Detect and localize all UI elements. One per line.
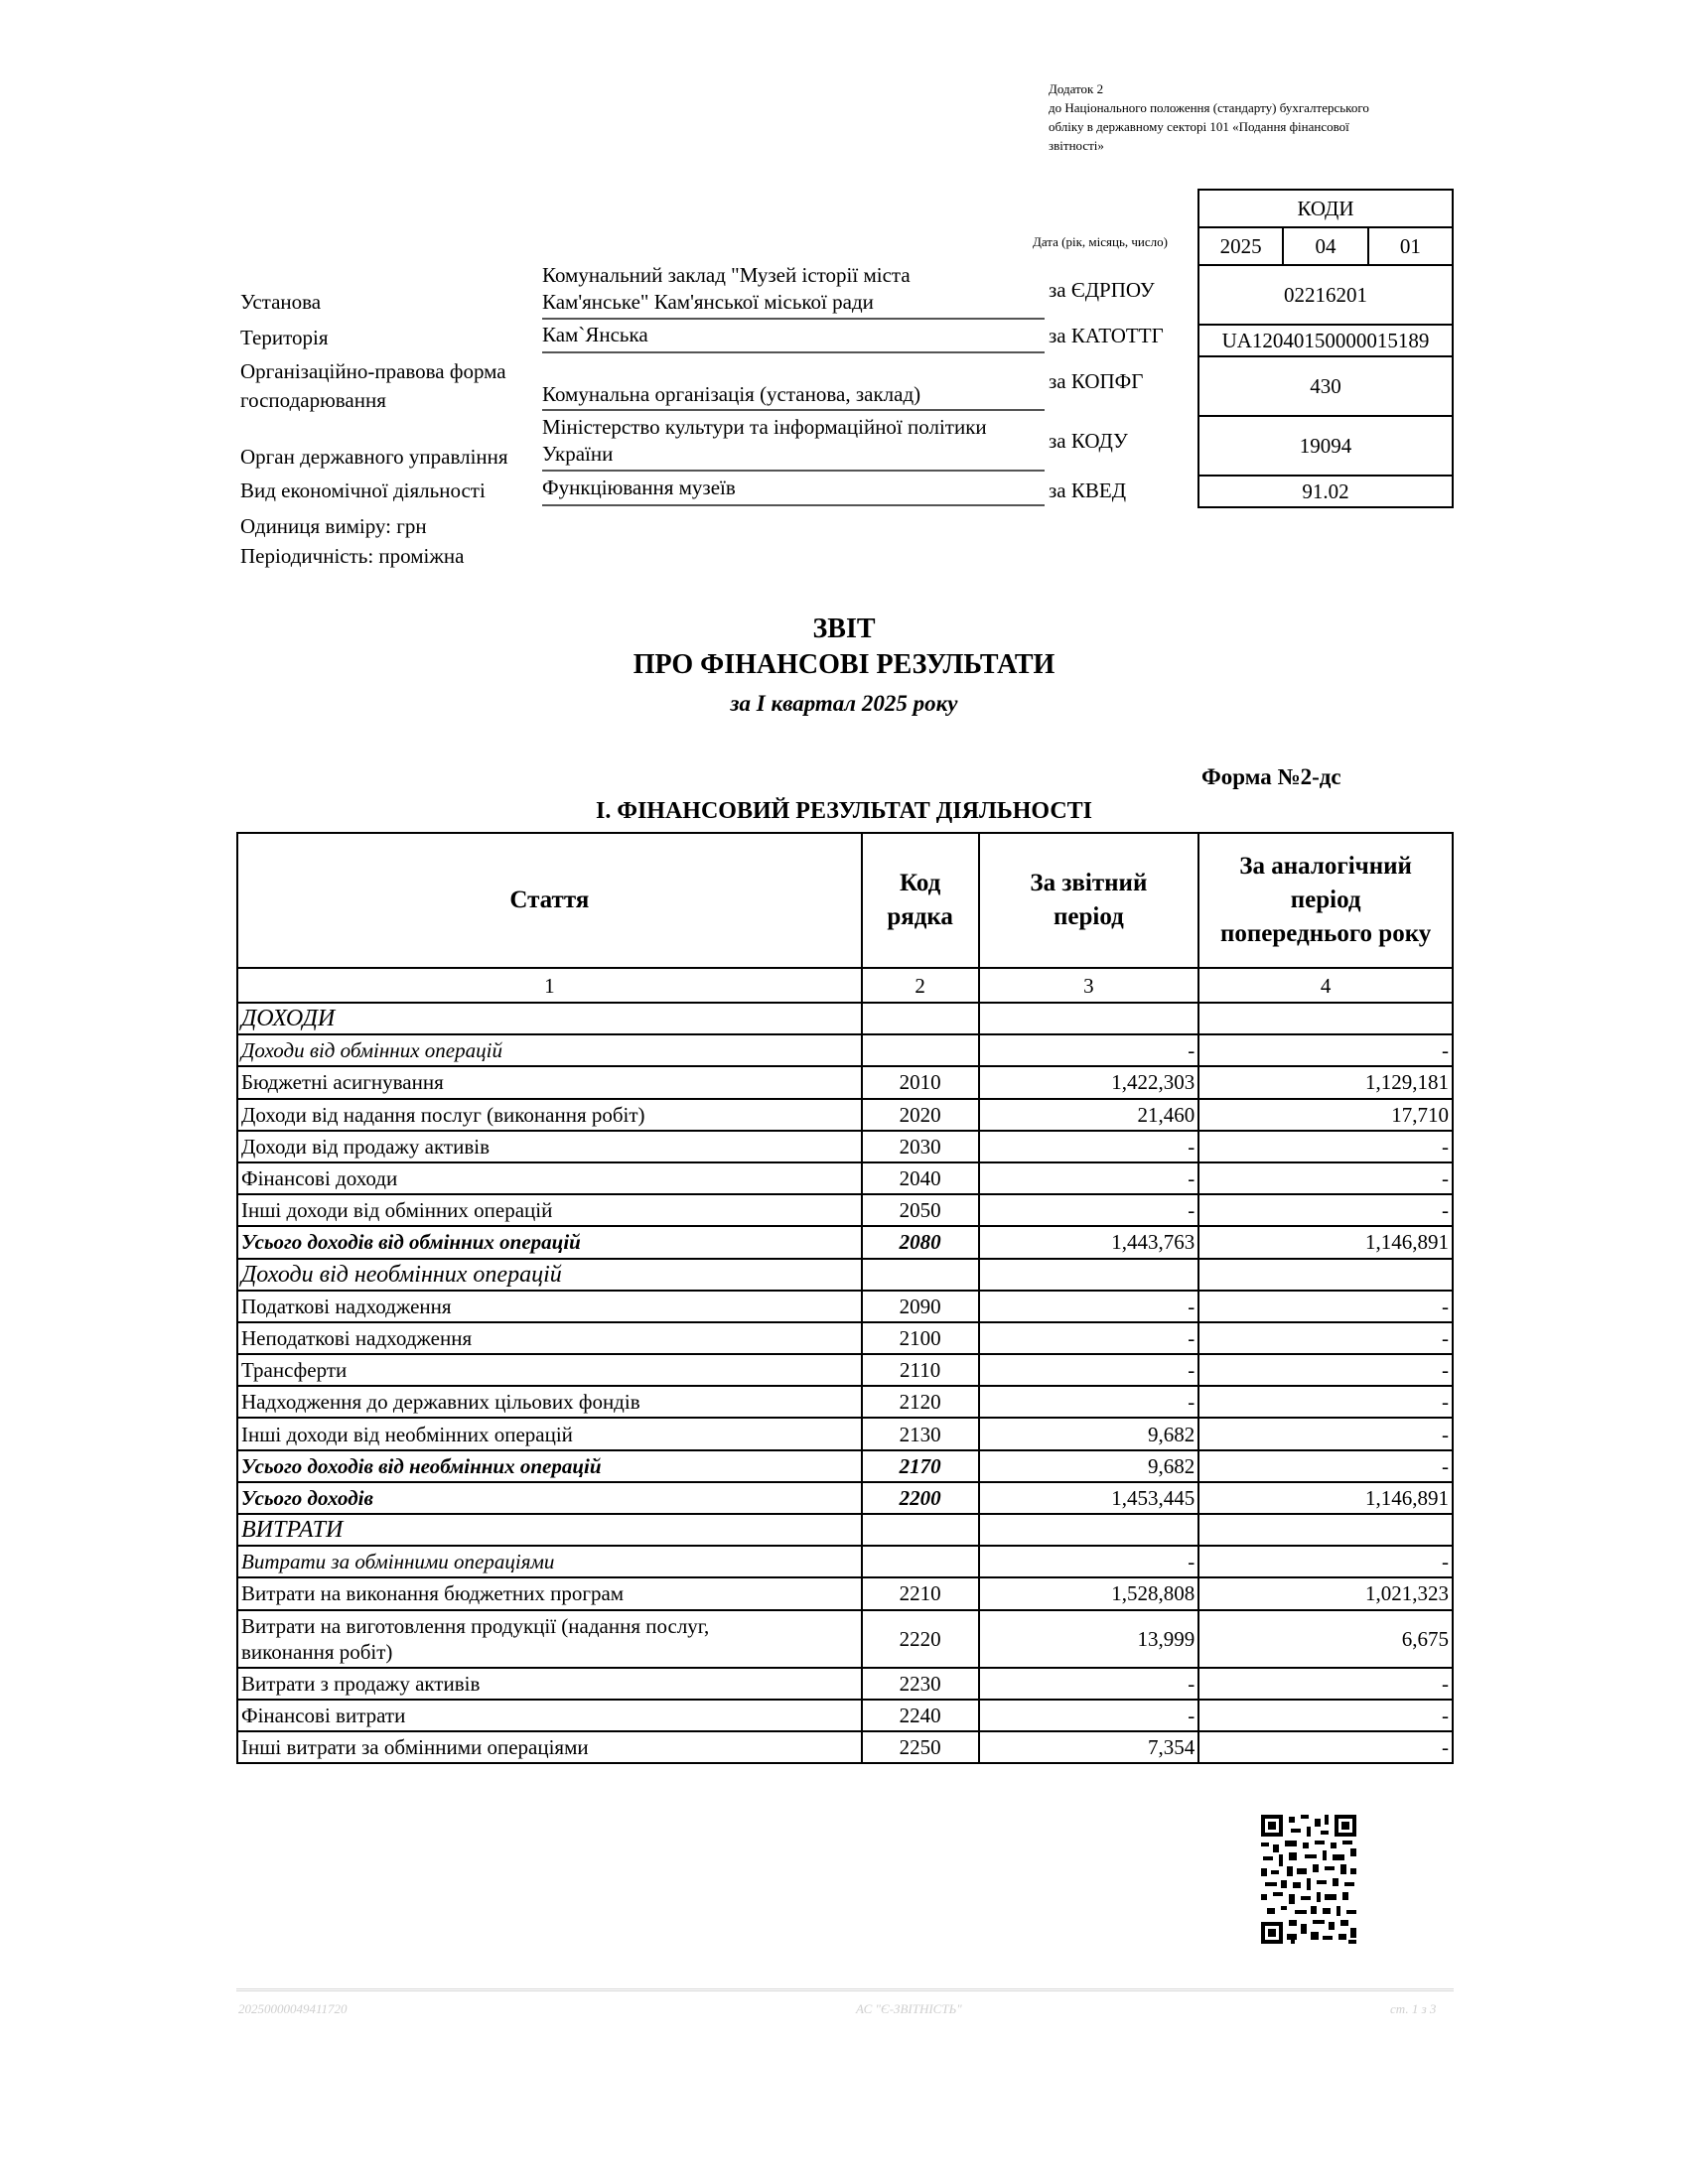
table-row — [237, 1099, 1453, 1131]
kodu-code: 19094 — [1198, 416, 1453, 476]
authority-value-line-2: України — [542, 442, 614, 466]
header-previous — [1198, 833, 1453, 968]
katottg-code: UA12040150000015189 — [1198, 325, 1453, 356]
table-header-row — [237, 833, 1453, 968]
row-current: 1,443,763 — [979, 1226, 1199, 1258]
header-previous-line-3: попереднього року — [1219, 920, 1432, 947]
kodu-label: за КОДУ — [1049, 429, 1128, 453]
header-code-line-1: Код — [899, 870, 941, 896]
authority-value-line-1: Міністерство культури та інформаційної політики — [542, 415, 987, 439]
row-current: - — [979, 1322, 1199, 1354]
colnum-3: 3 — [979, 968, 1199, 1003]
row-label — [237, 1610, 862, 1668]
row-label-line-2: виконання робіт) — [241, 1639, 393, 1664]
header-code — [862, 833, 979, 968]
table-row — [237, 1386, 1453, 1418]
row-current: - — [979, 1700, 1199, 1731]
table-row — [237, 1450, 1453, 1482]
row-code — [862, 1034, 979, 1066]
report-title: ЗВІТ — [812, 614, 876, 644]
row-previous: - — [1198, 1194, 1453, 1226]
appendix-note — [1049, 79, 1466, 155]
row-previous: 1,146,891 — [1198, 1482, 1453, 1514]
row-label: Доходи від продажу активів — [237, 1131, 862, 1162]
row-label: Інші витрати за обмінними операціями — [237, 1731, 862, 1763]
row-previous: - — [1198, 1162, 1453, 1194]
appendix-line-4: звітності» — [1049, 138, 1104, 153]
row-previous: - — [1198, 1731, 1453, 1763]
table-row — [237, 1668, 1453, 1700]
table-row — [237, 1482, 1453, 1514]
row-current: 13,999 — [979, 1610, 1199, 1668]
row-label: Податкові надходження — [237, 1291, 862, 1322]
edrpou-label: за ЄДРПОУ — [1049, 278, 1155, 302]
institution-value-line-2: Кам'янське" Кам'янської міської ради — [542, 290, 874, 314]
table-row — [237, 1291, 1453, 1322]
authority-label: Орган державного управління — [240, 445, 508, 469]
institution-value-line-1: Комунальний заклад "Музей історії міста — [542, 263, 911, 287]
row-label: Фінансові доходи — [237, 1162, 862, 1194]
row-current: - — [979, 1162, 1199, 1194]
row-label: Надходження до державних цільових фондів — [237, 1386, 862, 1418]
territory-label: Територія — [240, 326, 329, 349]
row-current: - — [979, 1354, 1199, 1386]
header-code-line-2: рядка — [887, 903, 953, 930]
footer-doc-id: 20250000049411720 — [238, 2001, 348, 2016]
unit-label: Одиниця виміру: грн — [240, 514, 427, 538]
legal-form-value: Комунальна організація (установа, заклад) — [542, 381, 1045, 411]
row-label: Доходи від надання послуг (виконання робіт) — [237, 1099, 862, 1131]
header-current — [979, 833, 1199, 968]
row-previous — [1198, 1514, 1453, 1546]
report-period: за I квартал 2025 року — [730, 691, 958, 716]
table-row — [237, 1354, 1453, 1386]
row-previous: 6,675 — [1198, 1610, 1453, 1668]
row-code: 2040 — [862, 1162, 979, 1194]
table-row — [237, 1546, 1453, 1577]
codes-table — [1197, 189, 1454, 508]
row-previous — [1198, 1259, 1453, 1291]
section-title: I. ФІНАНСОВИЙ РЕЗУЛЬТАТ ДІЯЛЬНОСТІ — [595, 798, 1092, 824]
footer-page: ст. 1 з 3 — [1390, 2001, 1437, 2016]
row-label: Інші доходи від обмінних операцій — [237, 1194, 862, 1226]
row-previous: 17,710 — [1198, 1099, 1453, 1131]
colnum-4: 4 — [1198, 968, 1453, 1003]
row-current — [979, 1003, 1199, 1034]
row-label: Фінансові витрати — [237, 1700, 862, 1731]
edrpou-code: 02216201 — [1198, 265, 1453, 325]
row-current: - — [979, 1546, 1199, 1577]
row-label: Інші доходи від необмінних операцій — [237, 1418, 862, 1449]
footer-divider — [236, 1988, 1454, 1991]
row-code: 2090 — [862, 1291, 979, 1322]
table-row — [237, 1322, 1453, 1354]
row-current: - — [979, 1034, 1199, 1066]
row-code — [862, 1514, 979, 1546]
row-label: Усього доходів від обмінних операцій — [237, 1226, 862, 1258]
kopfg-code: 430 — [1198, 356, 1453, 416]
row-code: 2170 — [862, 1450, 979, 1482]
column-numbers-row — [237, 968, 1453, 1003]
row-current: - — [979, 1131, 1199, 1162]
row-previous: 1,146,891 — [1198, 1226, 1453, 1258]
row-previous: - — [1198, 1418, 1453, 1449]
authority-value — [542, 414, 1045, 472]
row-current: - — [979, 1194, 1199, 1226]
row-code: 2220 — [862, 1610, 979, 1668]
row-code: 2110 — [862, 1354, 979, 1386]
institution-value — [542, 262, 1045, 320]
date-year: 2025 — [1198, 227, 1283, 265]
row-code — [862, 1003, 979, 1034]
row-code: 2030 — [862, 1131, 979, 1162]
header-current-line-2: період — [1054, 903, 1124, 930]
row-current: 7,354 — [979, 1731, 1199, 1763]
table-row — [237, 1131, 1453, 1162]
row-label: Доходи від необмінних операцій — [237, 1259, 862, 1291]
table-row — [237, 1731, 1453, 1763]
table-row — [237, 1003, 1453, 1034]
row-code: 2200 — [862, 1482, 979, 1514]
row-label: ДОХОДИ — [237, 1003, 862, 1034]
codes-header: КОДИ — [1198, 190, 1453, 227]
row-current: 21,460 — [979, 1099, 1199, 1131]
row-label-line-1: Витрати на виготовлення продукції (надання послуг, — [241, 1613, 710, 1638]
table-row — [237, 1162, 1453, 1194]
row-previous: - — [1198, 1668, 1453, 1700]
date-month: 04 — [1283, 227, 1367, 265]
colnum-1: 1 — [237, 968, 862, 1003]
kved-label: за КВЕД — [1049, 478, 1127, 502]
row-code: 2020 — [862, 1099, 979, 1131]
row-current: 9,682 — [979, 1418, 1199, 1449]
row-current: 1,453,445 — [979, 1482, 1199, 1514]
row-current: - — [979, 1386, 1199, 1418]
row-code: 2080 — [862, 1226, 979, 1258]
row-previous: - — [1198, 1700, 1453, 1731]
row-label: Усього доходів — [237, 1482, 862, 1514]
row-label: Витрати на виконання бюджетних програм — [237, 1577, 862, 1609]
row-label: Витрати за обмінними операціями — [237, 1546, 862, 1577]
row-label: ВИТРАТИ — [237, 1514, 862, 1546]
legal-form-label-line-1: Організаційно-правова форма — [240, 359, 506, 383]
appendix-line-3: обліку в державному секторі 101 «Подання фінансової — [1049, 119, 1349, 134]
row-previous: - — [1198, 1131, 1453, 1162]
row-label: Бюджетні асигнування — [237, 1066, 862, 1098]
row-code: 2250 — [862, 1731, 979, 1763]
row-current: 1,528,808 — [979, 1577, 1199, 1609]
row-current: - — [979, 1291, 1199, 1322]
row-code: 2050 — [862, 1194, 979, 1226]
appendix-line-1: Додаток 2 — [1049, 81, 1104, 96]
row-previous: - — [1198, 1291, 1453, 1322]
legal-form-label — [240, 357, 506, 415]
colnum-2: 2 — [862, 968, 979, 1003]
row-previous: 1,129,181 — [1198, 1066, 1453, 1098]
header-previous-line-1: За аналогічний — [1239, 853, 1412, 880]
row-current: - — [979, 1668, 1199, 1700]
row-previous: - — [1198, 1322, 1453, 1354]
row-current: 9,682 — [979, 1450, 1199, 1482]
table-row — [237, 1259, 1453, 1291]
periodicity-label: Періодичність: проміжна — [240, 544, 465, 568]
row-code — [862, 1259, 979, 1291]
row-code: 2240 — [862, 1700, 979, 1731]
table-row — [237, 1610, 1453, 1668]
row-code: 2120 — [862, 1386, 979, 1418]
row-current: 1,422,303 — [979, 1066, 1199, 1098]
row-label: Неподаткові надходження — [237, 1322, 862, 1354]
row-code: 2100 — [862, 1322, 979, 1354]
financial-results-table — [236, 832, 1454, 1764]
row-previous: - — [1198, 1034, 1453, 1066]
row-code: 2230 — [862, 1668, 979, 1700]
legal-form-label-line-2: господарювання — [240, 388, 386, 412]
institution-label: Установа — [240, 290, 322, 314]
header-current-line-1: За звітний — [1030, 870, 1148, 896]
row-previous — [1198, 1003, 1453, 1034]
table-row — [237, 1418, 1453, 1449]
katottg-label: за КАТОТТГ — [1049, 324, 1164, 347]
kved-code: 91.02 — [1198, 476, 1453, 507]
table-row — [237, 1194, 1453, 1226]
row-code: 2010 — [862, 1066, 979, 1098]
row-label: Доходи від обмінних операцій — [237, 1034, 862, 1066]
row-previous: 1,021,323 — [1198, 1577, 1453, 1609]
row-code: 2130 — [862, 1418, 979, 1449]
form-number: Форма №2-дс — [1201, 764, 1341, 789]
table-row — [237, 1514, 1453, 1546]
header-previous-line-2: період — [1290, 887, 1361, 913]
date-day: 01 — [1368, 227, 1453, 265]
table-row — [237, 1700, 1453, 1731]
row-label: Трансферти — [237, 1354, 862, 1386]
row-label: Усього доходів від необмінних операцій — [237, 1450, 862, 1482]
territory-value: Кам`Янська — [542, 322, 1045, 353]
kopfg-label: за КОПФГ — [1049, 369, 1144, 393]
activity-label: Вид економічної діяльності — [240, 478, 486, 502]
row-code: 2210 — [862, 1577, 979, 1609]
table-row — [237, 1066, 1453, 1098]
table-row — [237, 1034, 1453, 1066]
row-current — [979, 1514, 1199, 1546]
row-label: Витрати з продажу активів — [237, 1668, 862, 1700]
activity-value: Функціювання музеїв — [542, 475, 1045, 506]
appendix-line-2: до Національного положення (стандарту) бухгалтерського — [1049, 100, 1369, 115]
report-subtitle: ПРО ФІНАНСОВІ РЕЗУЛЬТАТИ — [633, 649, 1055, 680]
table-row — [237, 1226, 1453, 1258]
header-article: Стаття — [237, 833, 862, 968]
row-previous: - — [1198, 1450, 1453, 1482]
date-label: Дата (рік, місяць, число) — [1033, 234, 1168, 249]
row-current — [979, 1259, 1199, 1291]
row-previous: - — [1198, 1386, 1453, 1418]
row-code — [862, 1546, 979, 1577]
table-row — [237, 1577, 1453, 1609]
row-previous: - — [1198, 1354, 1453, 1386]
footer-system: АС "Є-ЗВІТНІСТЬ" — [856, 2001, 962, 2016]
qr-code-icon — [1261, 1815, 1356, 1944]
row-previous: - — [1198, 1546, 1453, 1577]
